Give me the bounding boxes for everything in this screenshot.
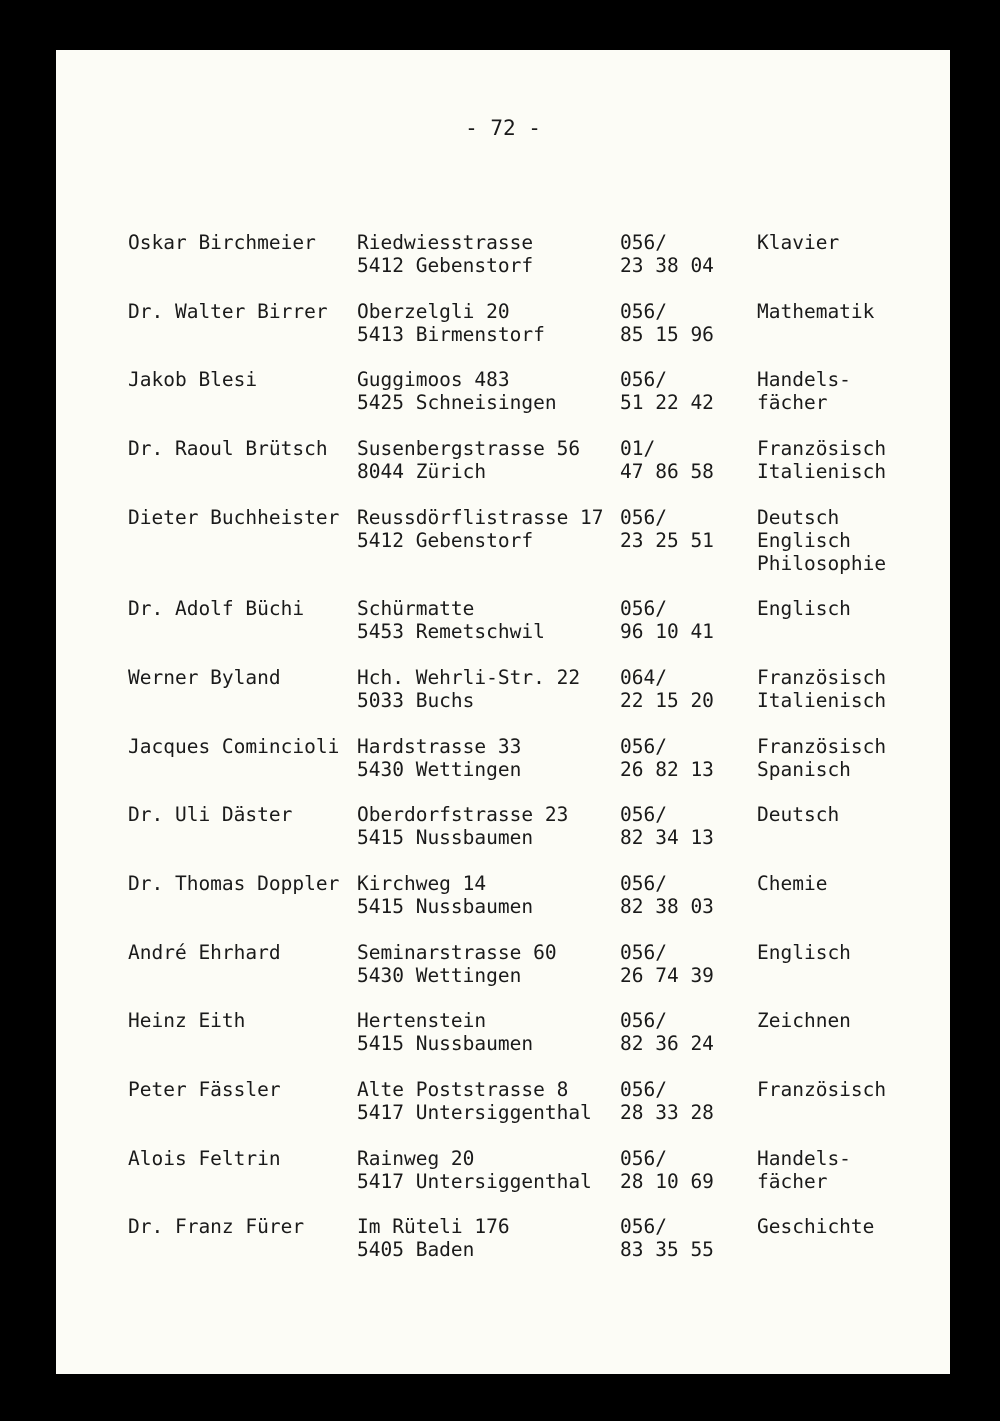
area-code: 056/ — [620, 505, 667, 529]
directory-entry — [128, 368, 928, 437]
street-address: Hch. Wehrli-Str. 22 — [357, 665, 581, 689]
subject: Französisch — [757, 1078, 887, 1102]
street-address: Riedwiesstrasse — [357, 231, 534, 254]
subject: Französisch — [757, 437, 887, 461]
subject: fächer — [757, 391, 828, 415]
person-name: Dr. Thomas Doppler — [128, 872, 340, 895]
area-code: 056/ — [620, 299, 667, 323]
subject: Chemie — [757, 872, 828, 895]
street-address: Reussdörflistrasse 17 — [357, 505, 604, 529]
subject: Französisch — [757, 665, 887, 689]
area-code: 056/ — [620, 1078, 667, 1102]
directory-list — [128, 231, 928, 1284]
directory-entry — [128, 803, 928, 872]
street-address: Guggimoos 483 — [357, 368, 510, 392]
area-code: 056/ — [620, 1215, 667, 1239]
person-name: Dr. Raoul Brütsch — [128, 437, 328, 461]
person-name: Peter Fässler — [128, 1078, 281, 1102]
directory-entry — [128, 1009, 928, 1078]
person-name: Oskar Birchmeier — [128, 231, 316, 254]
street-address: Hertenstein — [357, 1009, 487, 1033]
subject: Englisch — [757, 940, 851, 964]
phone-number: 85 15 96 — [620, 322, 714, 346]
directory-entry — [128, 1215, 928, 1284]
directory-entry — [128, 735, 928, 804]
postal-city: 5453 Remetschwil — [357, 620, 545, 644]
subject: Mathematik — [757, 299, 875, 323]
phone-number: 26 82 13 — [620, 757, 714, 781]
directory-entry — [128, 437, 928, 506]
area-code: 056/ — [620, 597, 667, 621]
subject: Philosophie — [757, 551, 887, 575]
subject: Geschichte — [757, 1215, 875, 1239]
postal-city: 5430 Wettingen — [357, 963, 522, 987]
subject: fächer — [757, 1169, 828, 1193]
subject: Deutsch — [757, 505, 840, 529]
area-code: 056/ — [620, 803, 667, 827]
postal-city: 5415 Nussbaumen — [357, 895, 534, 918]
postal-city: 5415 Nussbaumen — [357, 1032, 534, 1056]
postal-city: 5415 Nussbaumen — [357, 826, 534, 850]
phone-number: 22 15 20 — [620, 688, 714, 712]
postal-city: 5425 Schneisingen — [357, 391, 557, 415]
subject: Klavier — [757, 231, 840, 254]
person-name: André Ehrhard — [128, 940, 281, 964]
subject: Handels- — [757, 1146, 851, 1170]
phone-number: 23 38 04 — [620, 254, 714, 277]
area-code: 056/ — [620, 368, 667, 392]
directory-entry — [128, 1147, 928, 1216]
directory-entry — [128, 872, 928, 941]
directory-entry — [128, 506, 928, 598]
directory-entry — [128, 941, 928, 1010]
subject: Englisch — [757, 528, 851, 552]
area-code: 056/ — [620, 940, 667, 964]
subject: Spanisch — [757, 757, 851, 781]
phone-number: 96 10 41 — [620, 620, 714, 644]
area-code: 056/ — [620, 734, 667, 758]
phone-number: 82 38 03 — [620, 895, 714, 918]
postal-city: 8044 Zürich — [357, 460, 487, 484]
person-name: Jakob Blesi — [128, 368, 258, 392]
phone-number: 26 74 39 — [620, 963, 714, 987]
street-address: Seminarstrasse 60 — [357, 940, 557, 964]
page-number: - 72 - — [465, 116, 541, 140]
phone-number: 82 36 24 — [620, 1032, 714, 1056]
area-code: 01/ — [620, 437, 656, 461]
subject: Deutsch — [757, 803, 840, 827]
area-code: 056/ — [620, 231, 667, 254]
person-name: Dr. Uli Däster — [128, 803, 293, 827]
street-address: Oberdorfstrasse 23 — [357, 803, 569, 827]
phone-number: 82 34 13 — [620, 826, 714, 850]
area-code: 056/ — [620, 872, 667, 895]
area-code: 056/ — [620, 1146, 667, 1170]
person-name: Alois Feltrin — [128, 1146, 281, 1170]
directory-entry — [128, 1078, 928, 1147]
postal-city: 5417 Untersiggenthal — [357, 1101, 592, 1125]
phone-number: 51 22 42 — [620, 391, 714, 415]
postal-city: 5412 Gebenstorf — [357, 528, 534, 552]
person-name: Werner Byland — [128, 665, 281, 689]
person-name: Dr. Franz Fürer — [128, 1215, 305, 1239]
directory-entry — [128, 231, 928, 300]
directory-entry — [128, 597, 928, 666]
street-address: Alte Poststrasse 8 — [357, 1078, 569, 1102]
subject: Französisch — [757, 734, 887, 758]
postal-city: 5405 Baden — [357, 1238, 475, 1262]
subject: Handels- — [757, 368, 851, 392]
street-address: Schürmatte — [357, 597, 475, 621]
street-address: Hardstrasse 33 — [357, 734, 522, 758]
postal-city: 5033 Buchs — [357, 688, 475, 712]
person-name: Dr. Walter Birrer — [128, 299, 328, 323]
person-name: Dr. Adolf Büchi — [128, 597, 305, 621]
subject: Italienisch — [757, 688, 887, 712]
phone-number: 47 86 58 — [620, 460, 714, 484]
person-name: Heinz Eith — [128, 1009, 246, 1033]
phone-number: 28 33 28 — [620, 1101, 714, 1125]
subject: Englisch — [757, 597, 851, 621]
area-code: 056/ — [620, 1009, 667, 1033]
street-address: Susenbergstrasse 56 — [357, 437, 581, 461]
phone-number: 83 35 55 — [620, 1238, 714, 1262]
postal-city: 5413 Birmenstorf — [357, 322, 545, 346]
postal-city: 5412 Gebenstorf — [357, 254, 534, 277]
street-address: Kirchweg 14 — [357, 872, 487, 895]
document-page — [56, 50, 950, 1374]
phone-number: 23 25 51 — [620, 528, 714, 552]
street-address: Oberzelgli 20 — [357, 299, 510, 323]
person-name: Jacques Comincioli — [128, 734, 340, 758]
subject: Zeichnen — [757, 1009, 851, 1033]
directory-entry — [128, 300, 928, 369]
person-name: Dieter Buchheister — [128, 505, 340, 529]
area-code: 064/ — [620, 665, 667, 689]
postal-city: 5430 Wettingen — [357, 757, 522, 781]
phone-number: 28 10 69 — [620, 1169, 714, 1193]
directory-entry — [128, 666, 928, 735]
street-address: Im Rüteli 176 — [357, 1215, 510, 1239]
street-address: Rainweg 20 — [357, 1146, 475, 1170]
postal-city: 5417 Untersiggenthal — [357, 1169, 592, 1193]
subject: Italienisch — [757, 460, 887, 484]
